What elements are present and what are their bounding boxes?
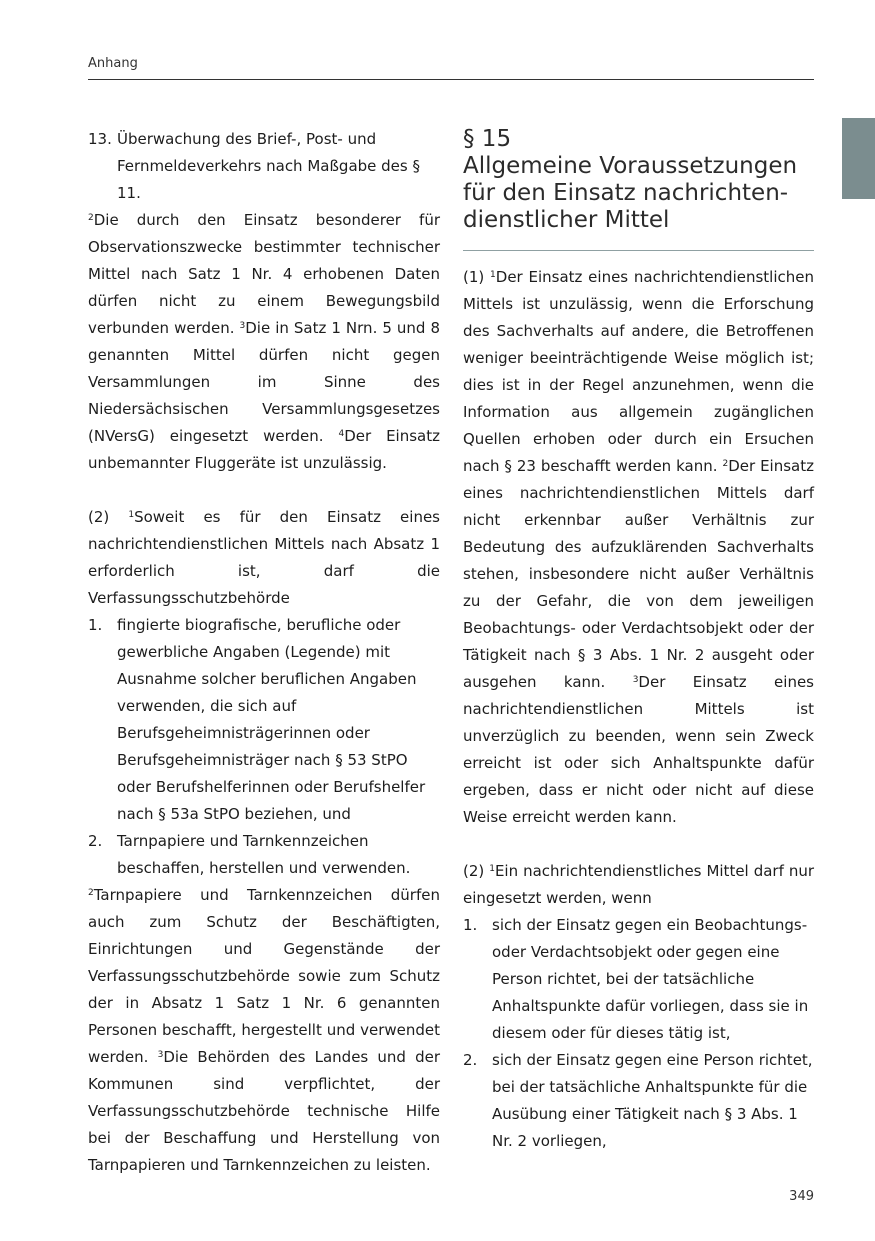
header-rule <box>88 79 814 80</box>
list-item-text: fingierte biografische, berufliche oder gewerbliche Angaben (Legende) mit Ausnahme solcher beruflichen Angaben verwenden, die sich auf Berufsgeheimnisträgerinnen oder Berufsgeheimnisträger nach § 53 StPO oder Berufshelferinnen oder Berufshelfer nach § 53a StPO beziehen, und <box>117 616 426 823</box>
list-item-text: sich der Einsatz gegen eine Person richtet, bei der tatsächliche Anhaltspunkte für die Ausübung einer Tätigkeit nach § 3 Abs. 1 Nr. 2 vorliegen, <box>492 1051 813 1150</box>
paragraph-abs-2: (2) $^1$Soweit es für den Einsatz eines nachrichtendienstlichen Mittels nach Absatz 1 erforderlich ist, darf die Verfassungsschutzbehörde <box>88 508 440 607</box>
list-item <box>88 612 440 828</box>
list-item-13 <box>88 126 440 207</box>
section-title-line: dienstlicher Mittel <box>463 207 670 233</box>
list-item <box>88 828 440 882</box>
paragraph-abs-1: (1) $^1$Der Einsatz eines nachrichtendienstlichen Mittels ist unzulässig, wenn die Erforschung des Sachverhalts auf andere, die Betroffenen weniger beeinträchtigende Weise möglich ist; dies ist in der Regel anzunehmen, wenn die Information aus allgemein zugänglichen Quellen erhoben oder durch ein Ersuchen nach § 23 beschafft werden kann. $^2$Der Einsatz eines nachrichtendienstlichen Mittels darf nicht erkennbar außer Verhältnis zur Bedeutung des aufzuklärenden Sachverhalts stehen, insbesondere nicht außer Verhältnis zu der Gefahr, die von dem jeweiligen Beobachtungs- oder Verdachtsobjekt oder der Tätigkeit nach § 3 Abs. 1 Nr. 2 ausgeht oder ausgehen kann. $^3$Der Einsatz eines nachrichtendienstlichen Mittels ist unverzüglich zu beenden, wenn sein Zweck erreicht ist oder sich Anhaltspunkte dafür ergeben, dass er nicht oder nicht auf diese Weise erreicht werden kann. <box>463 268 815 826</box>
section-heading-rule <box>463 250 814 251</box>
thumb-index-tab <box>842 118 875 199</box>
list-item-text: Tarnpapiere und Tarnkennzeichen beschaffen, herstellen und verwenden. <box>117 832 411 877</box>
list-item-text: Überwachung des Brief-, Post- und Fernmeldeverkehrs nach Maßgabe des § 11. <box>117 130 420 202</box>
section-number: § 15 <box>463 126 512 152</box>
right-column <box>463 126 814 1155</box>
list-item-number: 1. <box>88 616 103 634</box>
page-number: 349 <box>789 1189 814 1204</box>
list-item-number: 2. <box>463 1051 478 1069</box>
running-head: Anhang <box>88 56 138 71</box>
list-item <box>463 1047 814 1155</box>
list-item-number: 13. <box>88 130 112 148</box>
paragraph-sentences-2-4: $^2$Die durch den Einsatz besonderer für Observationszwecke bestimmter technischer Mittel nach Satz 1 Nr. 4 erhobenen Daten dürfen nicht zu einem Bewegungsbild verbunden werden. $^3$Die in Satz 1 Nrn. 5 und 8 genannten Mittel dürfen nicht gegen Versammlungen im Sinne des Niedersächsischen Versammlungsgesetzes (NVersG) eingesetzt werden. $^4$Der Einsatz unbemannter Fluggeräte ist unzulässig. <box>88 211 440 472</box>
section-title-line: Allgemeine Voraussetzungen <box>463 153 798 179</box>
section-title-line: für den Einsatz nachrichten- <box>463 180 789 206</box>
paragraph-abs-2: (2) $^1$Ein nachrichtendienstliches Mittel darf nur eingesetzt werden, wenn <box>463 862 814 907</box>
list-item-number: 2. <box>88 832 103 850</box>
paragraph-sentences-2-3: $^2$Tarnpapiere und Tarnkennzeichen dürfen auch zum Schutz der Beschäftigten, Einrichtungen und Gegenstände der Verfassungsschutzbehörde sowie zum Schutz der in Absatz 1 Satz 1 Nr. 6 genannten Personen beschafft, hergestellt und verwendet werden. $^3$Die Behörden des Landes und der Kommunen sind verpflichtet, der Verfassungsschutzbehörde technische Hilfe bei der Beschaffung und Herstellung von Tarnpapieren und Tarnkennzeichen zu leisten. <box>88 886 440 1174</box>
list-item <box>463 912 814 1047</box>
list-item-number: 1. <box>463 916 478 934</box>
left-column <box>88 126 440 1179</box>
list-item-text: sich der Einsatz gegen ein Beobachtungs- oder Verdachtsobjekt oder gegen eine Person richtet, bei der tatsächliche Anhaltspunkte dafür vorliegen, dass sie in diesem oder für dieses tätig ist, <box>492 916 809 1042</box>
